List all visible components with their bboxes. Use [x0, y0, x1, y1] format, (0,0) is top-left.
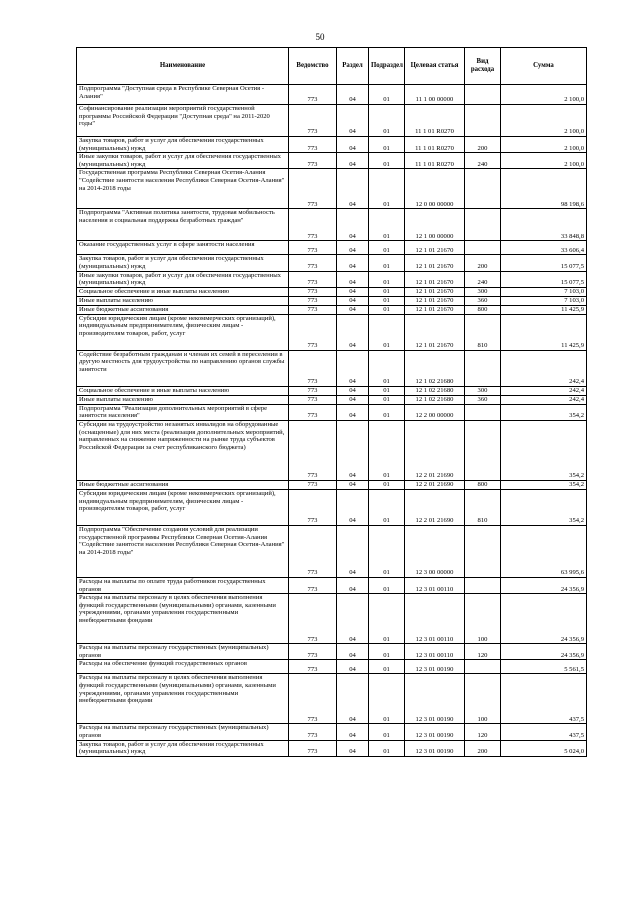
row-name-cell: Закупка товаров, работ и услуг для обеспечения государственных (муниципальных) нужд	[77, 255, 289, 271]
row-razdel-cell: 04	[337, 296, 369, 305]
row-vedomstvo-cell: 773	[289, 255, 337, 271]
row-name-cell: Иные бюджетные ассигнования	[77, 480, 289, 489]
row-summa-cell: 2 100,0	[501, 137, 587, 153]
row-razdel-cell: 04	[337, 644, 369, 660]
row-celevaya-statya-cell: 12 0 00 00000	[405, 169, 465, 209]
row-vid-raskhoda-cell: 120	[465, 644, 501, 660]
row-celevaya-statya-cell: 12 2 00 00000	[405, 404, 465, 420]
row-name-cell: Субсидии юридическим лицам (кроме некоммерческих организаций), индивидуальным предпринимателям, физическим лицам - производителям товаров, работ, услуг	[77, 489, 289, 525]
row-podrazdel-cell: 01	[369, 314, 405, 350]
row-summa-cell: 11 425,9	[501, 314, 587, 350]
row-celevaya-statya-cell: 12 3 01 00110	[405, 644, 465, 660]
table-row	[77, 255, 587, 271]
row-summa-cell: 33 848,8	[501, 209, 587, 241]
row-summa-cell: 2 100,0	[501, 105, 587, 137]
table-row	[77, 137, 587, 153]
col-header-celevaya-statya: Целевая статья	[405, 48, 465, 85]
row-name-cell: Социальное обеспечение и иные выплаты населению	[77, 287, 289, 296]
row-celevaya-statya-cell: 12 3 01 00110	[405, 594, 465, 644]
row-name-cell: Иные выплаты населению	[77, 296, 289, 305]
row-celevaya-statya-cell: 11 1 01 R0270	[405, 105, 465, 137]
row-summa-cell: 354,2	[501, 489, 587, 525]
row-razdel-cell: 04	[337, 577, 369, 593]
row-celevaya-statya-cell: 12 3 00 00000	[405, 525, 465, 577]
row-razdel-cell: 04	[337, 404, 369, 420]
row-celevaya-statya-cell: 12 3 01 00190	[405, 740, 465, 756]
row-vedomstvo-cell: 773	[289, 577, 337, 593]
table-row	[77, 209, 587, 241]
page-number: 50	[315, 32, 325, 42]
row-razdel-cell: 04	[337, 740, 369, 756]
row-name-cell: Расходы на выплаты персоналу в целях обеспечения выполнения функций государственными (муниципальными) органами, казенными учреждениями, органами управления государственными внебюджетными фондами	[77, 674, 289, 724]
row-vedomstvo-cell: 773	[289, 386, 337, 395]
table-row	[77, 724, 587, 740]
row-vedomstvo-cell: 773	[289, 404, 337, 420]
row-razdel-cell: 04	[337, 674, 369, 724]
table-row	[77, 350, 587, 386]
table-row	[77, 169, 587, 209]
row-vid-raskhoda-cell	[465, 105, 501, 137]
table-row	[77, 287, 587, 296]
row-podrazdel-cell: 01	[369, 386, 405, 395]
row-celevaya-statya-cell: 12 3 01 00190	[405, 660, 465, 674]
row-podrazdel-cell: 01	[369, 305, 405, 314]
row-razdel-cell: 04	[337, 209, 369, 241]
row-vid-raskhoda-cell	[465, 577, 501, 593]
row-vedomstvo-cell: 773	[289, 594, 337, 644]
row-summa-cell: 2 100,0	[501, 85, 587, 105]
row-celevaya-statya-cell: 12 1 01 21670	[405, 296, 465, 305]
row-podrazdel-cell: 01	[369, 241, 405, 255]
row-name-cell: Иные выплаты населению	[77, 395, 289, 404]
row-razdel-cell: 04	[337, 255, 369, 271]
table-row	[77, 386, 587, 395]
row-podrazdel-cell: 01	[369, 644, 405, 660]
row-summa-cell: 5 561,5	[501, 660, 587, 674]
row-vid-raskhoda-cell: 240	[465, 153, 501, 169]
row-vid-raskhoda-cell: 120	[465, 724, 501, 740]
row-podrazdel-cell: 01	[369, 169, 405, 209]
row-vid-raskhoda-cell: 100	[465, 674, 501, 724]
row-name-cell: Иные бюджетные ассигнования	[77, 305, 289, 314]
row-celevaya-statya-cell: 12 1 01 21670	[405, 255, 465, 271]
row-podrazdel-cell: 01	[369, 480, 405, 489]
row-celevaya-statya-cell: 12 1 02 21680	[405, 386, 465, 395]
row-vedomstvo-cell: 773	[289, 271, 337, 287]
row-vedomstvo-cell: 773	[289, 137, 337, 153]
row-podrazdel-cell: 01	[369, 525, 405, 577]
row-podrazdel-cell: 01	[369, 404, 405, 420]
row-vid-raskhoda-cell	[465, 420, 501, 480]
table-row	[77, 395, 587, 404]
row-summa-cell: 24 356,9	[501, 594, 587, 644]
row-summa-cell: 33 606,4	[501, 241, 587, 255]
row-razdel-cell: 04	[337, 85, 369, 105]
row-vid-raskhoda-cell	[465, 241, 501, 255]
row-vedomstvo-cell: 773	[289, 674, 337, 724]
row-vid-raskhoda-cell	[465, 525, 501, 577]
row-razdel-cell: 04	[337, 169, 369, 209]
row-vedomstvo-cell: 773	[289, 660, 337, 674]
row-podrazdel-cell: 01	[369, 740, 405, 756]
row-vid-raskhoda-cell	[465, 404, 501, 420]
row-podrazdel-cell: 01	[369, 271, 405, 287]
row-podrazdel-cell: 01	[369, 420, 405, 480]
row-podrazdel-cell: 01	[369, 255, 405, 271]
table-body	[77, 85, 587, 757]
row-razdel-cell: 04	[337, 241, 369, 255]
row-summa-cell: 242,4	[501, 350, 587, 386]
col-header-summa: Сумма	[501, 48, 587, 85]
row-vedomstvo-cell: 773	[289, 420, 337, 480]
row-summa-cell: 24 356,9	[501, 577, 587, 593]
row-razdel-cell: 04	[337, 395, 369, 404]
table-header-row	[77, 48, 587, 85]
row-vid-raskhoda-cell: 100	[465, 594, 501, 644]
row-podrazdel-cell: 01	[369, 660, 405, 674]
row-razdel-cell: 04	[337, 420, 369, 480]
row-razdel-cell: 04	[337, 350, 369, 386]
row-celevaya-statya-cell: 12 1 02 21680	[405, 350, 465, 386]
table-row	[77, 674, 587, 724]
col-header-podrazdel: Подраздел	[369, 48, 405, 85]
row-razdel-cell: 04	[337, 489, 369, 525]
table-row	[77, 85, 587, 105]
row-razdel-cell: 04	[337, 287, 369, 296]
row-podrazdel-cell: 01	[369, 350, 405, 386]
table-row	[77, 305, 587, 314]
table-row	[77, 271, 587, 287]
row-podrazdel-cell: 01	[369, 287, 405, 296]
row-vedomstvo-cell: 773	[289, 241, 337, 255]
table-row	[77, 105, 587, 137]
row-celevaya-statya-cell: 12 1 01 21670	[405, 241, 465, 255]
row-name-cell: Оказание государственных услуг в сфере занятости населения	[77, 241, 289, 255]
row-summa-cell: 354,2	[501, 404, 587, 420]
row-name-cell: Социальное обеспечение и иные выплаты населению	[77, 386, 289, 395]
row-vedomstvo-cell: 773	[289, 480, 337, 489]
row-vid-raskhoda-cell: 200	[465, 137, 501, 153]
row-vid-raskhoda-cell	[465, 350, 501, 386]
row-podrazdel-cell: 01	[369, 153, 405, 169]
row-razdel-cell: 04	[337, 271, 369, 287]
row-celevaya-statya-cell: 11 1 01 R0270	[405, 137, 465, 153]
row-summa-cell: 63 995,6	[501, 525, 587, 577]
row-name-cell: Субсидии на трудоустройство незанятых инвалидов на оборудованные (оснащенные) для них места (реализация дополнительных мероприятий, направленных на снижение напряженности на рынке труда субъектов Российской Федерации за счет республиканского бюджета)	[77, 420, 289, 480]
row-vid-raskhoda-cell: 300	[465, 386, 501, 395]
row-vedomstvo-cell: 773	[289, 305, 337, 314]
row-name-cell: Подпрограмма "Доступная среда в Республике Северная Осетия - Алания"	[77, 85, 289, 105]
table-row	[77, 314, 587, 350]
row-summa-cell: 437,5	[501, 724, 587, 740]
row-name-cell: Расходы на выплаты по оплате труда работников государственных органов	[77, 577, 289, 593]
row-name-cell: Расходы на выплаты персоналу государственных (муниципальных) органов	[77, 644, 289, 660]
row-name-cell: Закупка товаров, работ и услуг для обеспечения государственных (муниципальных) нужд	[77, 740, 289, 756]
table-row	[77, 660, 587, 674]
row-celevaya-statya-cell: 11 1 01 R0270	[405, 153, 465, 169]
row-vedomstvo-cell: 773	[289, 740, 337, 756]
row-name-cell: Подпрограмма "Обеспечение создания условий для реализации государственной программы Республики Северная Осетия-Алания "Содействие занятости населения Республики Северная Осетия-Алания" на 2014-2018 годы"	[77, 525, 289, 577]
row-vedomstvo-cell: 773	[289, 644, 337, 660]
row-summa-cell: 7 103,0	[501, 296, 587, 305]
col-header-razdel: Раздел	[337, 48, 369, 85]
row-celevaya-statya-cell: 12 2 01 21690	[405, 489, 465, 525]
row-podrazdel-cell: 01	[369, 489, 405, 525]
row-vedomstvo-cell: 773	[289, 724, 337, 740]
table-row	[77, 644, 587, 660]
row-razdel-cell: 04	[337, 314, 369, 350]
row-name-cell: Субсидии юридическим лицам (кроме некоммерческих организаций), индивидуальным предпринимателям, физическим лицам - производителям товаров, работ, услуг	[77, 314, 289, 350]
row-summa-cell: 7 103,0	[501, 287, 587, 296]
row-vid-raskhoda-cell: 240	[465, 271, 501, 287]
col-header-vedomstvo: Ведомство	[289, 48, 337, 85]
row-podrazdel-cell: 01	[369, 296, 405, 305]
row-summa-cell: 24 356,9	[501, 644, 587, 660]
table-row	[77, 241, 587, 255]
row-celevaya-statya-cell: 12 1 00 00000	[405, 209, 465, 241]
row-name-cell: Расходы на выплаты персоналу в целях обеспечения выполнения функций государственными (муниципальными) органами, казенными учреждениями, органами управления государственными внебюджетными фондами	[77, 594, 289, 644]
row-razdel-cell: 04	[337, 305, 369, 314]
row-summa-cell: 5 024,0	[501, 740, 587, 756]
table-row	[77, 420, 587, 480]
row-celevaya-statya-cell: 12 3 01 00190	[405, 724, 465, 740]
row-podrazdel-cell: 01	[369, 674, 405, 724]
table-row	[77, 480, 587, 489]
row-vid-raskhoda-cell: 200	[465, 255, 501, 271]
row-razdel-cell: 04	[337, 480, 369, 489]
row-podrazdel-cell: 01	[369, 105, 405, 137]
row-vid-raskhoda-cell: 360	[465, 395, 501, 404]
table-row	[77, 489, 587, 525]
row-summa-cell: 15 077,5	[501, 255, 587, 271]
row-celevaya-statya-cell: 12 2 01 21690	[405, 420, 465, 480]
row-podrazdel-cell: 01	[369, 209, 405, 241]
row-vid-raskhoda-cell	[465, 660, 501, 674]
row-vedomstvo-cell: 773	[289, 153, 337, 169]
row-vedomstvo-cell: 773	[289, 395, 337, 404]
row-vedomstvo-cell: 773	[289, 525, 337, 577]
row-name-cell: Иные закупки товаров, работ и услуг для обеспечения государственных (муниципальных) нужд	[77, 271, 289, 287]
row-razdel-cell: 04	[337, 105, 369, 137]
row-vedomstvo-cell: 773	[289, 296, 337, 305]
row-razdel-cell: 04	[337, 594, 369, 644]
row-name-cell: Расходы на обеспечение функций государственных органов	[77, 660, 289, 674]
row-summa-cell: 98 198,6	[501, 169, 587, 209]
table-row	[77, 525, 587, 577]
row-vedomstvo-cell: 773	[289, 489, 337, 525]
row-vid-raskhoda-cell: 200	[465, 740, 501, 756]
row-name-cell: Софинансирование реализации мероприятий государственной программы Российской Федерации "Доступная среда" на 2011-2020 годы"	[77, 105, 289, 137]
row-vedomstvo-cell: 773	[289, 209, 337, 241]
row-celevaya-statya-cell: 12 1 01 21670	[405, 271, 465, 287]
row-summa-cell: 242,4	[501, 386, 587, 395]
row-celevaya-statya-cell: 12 3 01 00110	[405, 577, 465, 593]
table-row	[77, 594, 587, 644]
row-summa-cell: 354,2	[501, 480, 587, 489]
row-podrazdel-cell: 01	[369, 577, 405, 593]
col-header-name: Наименование	[77, 48, 289, 85]
row-name-cell: Иные закупки товаров, работ и услуг для обеспечения государственных (муниципальных) нужд	[77, 153, 289, 169]
row-name-cell: Подпрограмма "Активная политика занятости, трудовая мобильность населения и социальная поддержка безработных граждан"	[77, 209, 289, 241]
row-podrazdel-cell: 01	[369, 395, 405, 404]
row-vid-raskhoda-cell: 800	[465, 480, 501, 489]
row-razdel-cell: 04	[337, 137, 369, 153]
row-name-cell: Содействие безработным гражданам и членам их семей в переселении в другую местность для трудоустройства по направлению органов службы занятости	[77, 350, 289, 386]
row-celevaya-statya-cell: 12 1 01 21670	[405, 314, 465, 350]
row-celevaya-statya-cell: 12 2 01 21690	[405, 480, 465, 489]
row-celevaya-statya-cell: 12 1 01 21670	[405, 305, 465, 314]
row-vid-raskhoda-cell: 810	[465, 489, 501, 525]
row-celevaya-statya-cell: 12 3 01 00190	[405, 674, 465, 724]
row-vedomstvo-cell: 773	[289, 287, 337, 296]
table-row	[77, 404, 587, 420]
row-summa-cell: 2 100,0	[501, 153, 587, 169]
row-vid-raskhoda-cell	[465, 169, 501, 209]
table-row	[77, 740, 587, 756]
row-vid-raskhoda-cell: 810	[465, 314, 501, 350]
table-row	[77, 296, 587, 305]
row-summa-cell: 437,5	[501, 674, 587, 724]
row-summa-cell: 354,2	[501, 420, 587, 480]
row-name-cell: Расходы на выплаты персоналу государственных (муниципальных) органов	[77, 724, 289, 740]
row-summa-cell: 15 077,5	[501, 271, 587, 287]
row-podrazdel-cell: 01	[369, 137, 405, 153]
row-summa-cell: 242,4	[501, 395, 587, 404]
row-vedomstvo-cell: 773	[289, 105, 337, 137]
row-celevaya-statya-cell: 12 1 02 21680	[405, 395, 465, 404]
row-podrazdel-cell: 01	[369, 85, 405, 105]
row-name-cell: Закупка товаров, работ и услуг для обеспечения государственных (муниципальных) нужд	[77, 137, 289, 153]
row-vedomstvo-cell: 773	[289, 314, 337, 350]
row-celevaya-statya-cell: 12 1 01 21670	[405, 287, 465, 296]
table-row	[77, 153, 587, 169]
row-vedomstvo-cell: 773	[289, 350, 337, 386]
row-razdel-cell: 04	[337, 724, 369, 740]
row-razdel-cell: 04	[337, 525, 369, 577]
row-vid-raskhoda-cell: 300	[465, 287, 501, 296]
row-razdel-cell: 04	[337, 660, 369, 674]
row-vid-raskhoda-cell	[465, 85, 501, 105]
row-summa-cell: 11 425,9	[501, 305, 587, 314]
row-vedomstvo-cell: 773	[289, 85, 337, 105]
row-podrazdel-cell: 01	[369, 724, 405, 740]
row-vedomstvo-cell: 773	[289, 169, 337, 209]
row-celevaya-statya-cell: 11 1 00 00000	[405, 85, 465, 105]
row-name-cell: Подпрограмма "Реализация дополнительных мероприятий в сфере занятости населения"	[77, 404, 289, 420]
row-vid-raskhoda-cell	[465, 209, 501, 241]
col-header-vid-raskhoda: Вид расхода	[465, 48, 501, 85]
row-razdel-cell: 04	[337, 153, 369, 169]
budget-table	[76, 47, 587, 757]
row-vid-raskhoda-cell: 360	[465, 296, 501, 305]
table-row	[77, 577, 587, 593]
row-vid-raskhoda-cell: 800	[465, 305, 501, 314]
row-name-cell: Государственная программа Республики Северная Осетия-Алания "Содействие занятости населения Республики Северная Осетия-Алания" на 2014-2018 годы	[77, 169, 289, 209]
row-podrazdel-cell: 01	[369, 594, 405, 644]
row-razdel-cell: 04	[337, 386, 369, 395]
